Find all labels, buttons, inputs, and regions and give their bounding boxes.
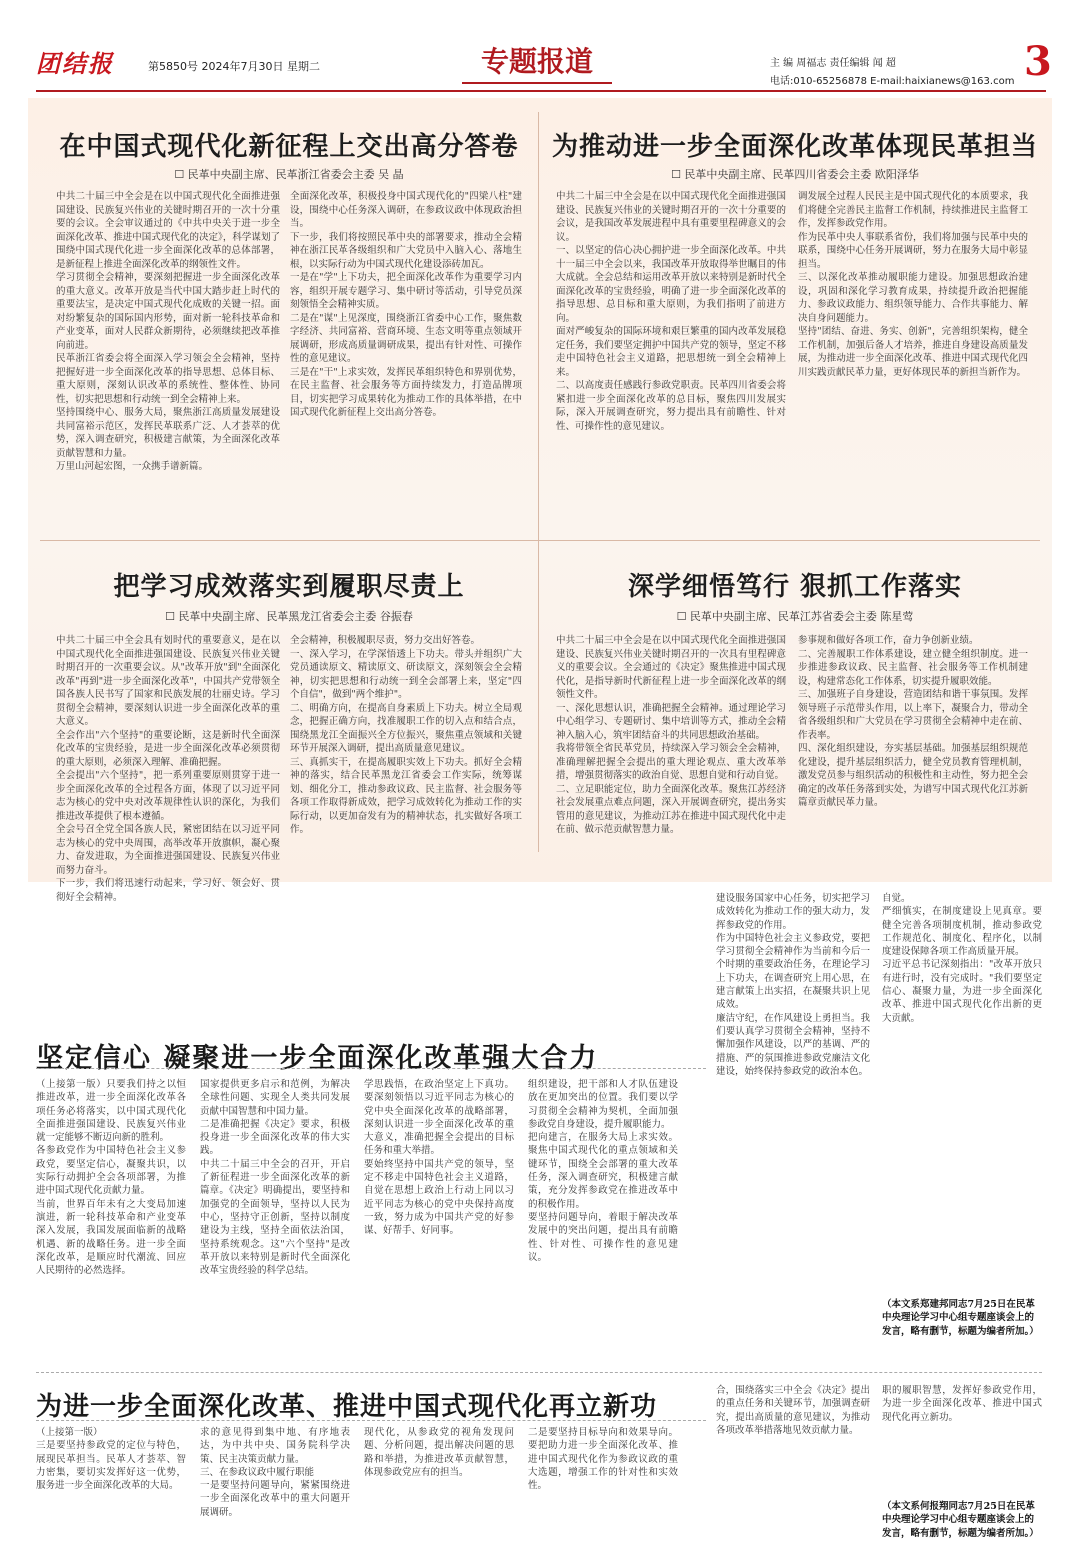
article-column: （上接第一版）只要我们持之以恒推进改革，进一步全面深化改革各项任务必将落实，以中国式现代化全面推进强国建设、民族复兴伟业就一定能够不断迈向新的胜利。 各参政党作为中国特色社会主义参政党，要坚定信心，凝聚共识，以实际行动拥护全会各项部署，为推进中国式现代化贡献力量。 当前，世界百年未有之大变局加速演进，新一轮科技革命和产业变革深入发展，我国发展面临新的战略机遇、新的战略任务。进一步全面深化改革，是顺应时代潮流、回应人民期待的必然选择。	[36, 1079, 186, 1277]
article-column: 职的履职智慧，发挥好参政党作用，为进一步全面深化改革、推进中国式现代化再立新功。	[882, 1385, 1042, 1423]
article-column: 调发展全过程人民民主是中国式现代化的本质要求，我们将健全完善民主监督工作机制，持续推进民主监督工作，发挥参政党作用。 作为民革中央人事联系省份，我们将加强与民革中央的联系，围绕中心任务开展调研，努力在服务大局中彰显担当。 三、以深化改革推动履职能力建设。加强思想政治建设，巩固和深化学习教育成果，持续提升政治把握能力、参政议政能力、组织领导能力、合作共事能力、解决自身问题能力。 坚持"团结、奋进、务实、创新"，完善组织架构，健全工作机制，加强后备人才培养，推进自身建设高质量发展，为推动进一步全面深化改革、推进中国式现代化四川实践贡献民革力量，更好体现民革的新担当新作为。	[798, 191, 1028, 378]
newspaper-logo: 团结报	[36, 49, 114, 78]
article-column: 中共二十届三中全会是在以中国式现代化全面推进强国建设、民族复兴伟业的关键时期召开的一次十分重要的会议。全会审议通过的《中共中央关于进一步全面深化改革、推进中国式现代化的决定》，科学谋划了围绕中国式现代化进一步全面深化改革的总体部署，是新征程上推进全面深化改革的纲领性文件。 学习贯彻全会精神，要深刻把握进一步全面深化改革的重大意义。改革开放是当代中国大踏步赶上时代的重要法宝，是决定中国式现代化成败的关键一招。面对纷繁复杂的国际国内形势，面对新一轮科技革命和产业变革，面对人民群众新期待，必须继续把改革推向前进。 民革浙江省委会将全面深入学习领会全会精神，坚持把握好进一步全面深化改革的指导思想、总体目标、重大原则，深刻认识改革的系统性、整体性、协同性，切实把思想和行动统一到全会精神上来。 坚持围绕中心、服务大局，聚焦浙江高质量发展建设共同富裕示范区，发挥民革联系广泛、人才荟萃的优势，深入调查研究，积极建言献策，为全面深化改革贡献智慧和力量。 万里山河起宏图，一众携手谱新篇。	[56, 191, 280, 472]
article-title: 为推动进一步全面深化改革体现民革担当	[551, 132, 1038, 162]
section-divider	[36, 1372, 1042, 1373]
article-byline: ☐ 民革中央副主席、民革浙江省委会主委 吴 晶	[174, 168, 404, 181]
article-column: 中共二十届三中全会是在以中国式现代化全面推进强国建设、民族复兴伟业关键时期召开的一次具有里程碑意义的重要会议。全会通过的《决定》聚焦推进中国式现代化，是指导新时代新征程上进一步全面深化改革的纲领性文件。 一、深化思想认识，准确把握全会精神。通过理论学习中心组学习、专题研讨、集中培训等方式，推动全会精神入脑入心，筑牢团结奋斗的共同思想政治基础。 我将带领全省民革党员，持续深入学习领会全会精神，准确理解把握全会提出的重大理论观点、重大改革举措，增强贯彻落实的政治自觉、思想自觉和行动自觉。 二、立足职能定位，助力全面深化改革。聚焦江苏经济社会发展重点难点问题，深入开展调查研究，提出务实管用的意见建议，为推动江苏在推进中国式现代化中走在前、做示范贡献智慧力量。	[556, 635, 786, 835]
article-column: 全面深化改革，积极投身中国式现代化的"四梁八柱"建设，围绕中心任务深入调研，在参政议政中体现政治担当。 下一步，我们将按照民革中央的部署要求，推动全会精神在浙江民革各级组织和广大党员中入脑入心、落地生根，以实际行动为中国式现代化建设添砖加瓦。 一是在"学"上下功夫，把全面深化改革作为重要学习内容，组织开展专题学习、集中研讨等活动，引导党员深刻领悟全会精神实质。 二是在"谋"上见深度，围绕浙江省委中心工作，聚焦数字经济、共同富裕、营商环境、生态文明等重点领域开展调研，形成高质量调研成果，提出有针对性、可操作性的意见建议。 三是在"干"上求实效，发挥民革组织特色和界别优势，在民主监督、社会服务等方面持续发力，打造品牌项目，切实把学习成果转化为推动工作的具体举措，在中国式现代化新征程上交出高分答卷。	[290, 191, 522, 418]
lower-article-title: 坚定信心 凝聚进一步全面深化改革强大合力	[36, 1043, 599, 1074]
article-title: 把学习成效落实到履职尽责上	[113, 572, 465, 602]
article-byline: ☐ 民革中央副主席、民革江苏省委会主委 陈星莺	[676, 610, 914, 623]
article-column: 中共二十届三中全会是在以中国式现代化全面推进强国建设、民族复兴伟业的关键时期召开的一次十分重要的会议，是我国改革发展进程中具有重要里程碑意义的会议。 一、以坚定的信心决心拥护进一步全面深化改革。中共十一届三中全会以来，我国改革开放取得举世瞩目的伟大成就。全会总结和运用改革开放以来特别是新时代全面深化改革的宝贵经验，明确了进一步全面深化改革的指导思想、总目标和重大原则，为我们指明了前进方向。 面对严峻复杂的国际环境和艰巨繁重的国内改革发展稳定任务，我们要坚定拥护中国共产党的领导，坚定不移走中国特色社会主义道路，把思想统一到全会精神上来。 二、以高度责任感践行参政党职责。民革四川省委会将紧扣进一步全面深化改革的总目标，聚焦四川发展实际，深入开展调查研究，努力提出具有前瞻性、针对性、可操作性的意见建议。	[556, 191, 786, 432]
article-column: 组织建设，把干部和人才队伍建设放在更加突出的位置。我们要以学习贯彻全会精神为契机，全面加强参政党自身建设，提升履职能力。 把向建言，在服务大局上求实效。聚焦中国式现代化的重点领域和关键环节，围绕全会部署的重大改革任务，深入调查研究，积极建言献策，充分发挥参政党在推进改革中的积极作用。 要坚持问题导向，着眼于解决改革发展中的突出问题，提出具有前瞻性、针对性、可操作性的意见建议。	[528, 1079, 678, 1263]
article-column: 自觉。 严细慎实，在制度建设上见真章。要健全完善各项制度机制，推动参政党工作规范化、制度化、程序化，以制度建设保障各项工作高质量开展。 习近平总书记深刻指出："改革开放只有进行时，没有完成时。"我们要坚定信心、凝聚力量，为进一步全面深化改革、推进中国式现代化作出新的更大贡献。	[882, 893, 1042, 1024]
article-byline: ☐ 民革中央副主席、民革黑龙江省委会主委 谷振春	[165, 610, 413, 623]
article-source-note: （本文系何报翔同志7月25日在民革中央理论学习中心组专题座谈会上的发言，略有删节，标题为编者所加。）	[882, 1501, 1039, 1539]
article-column: 参事规和做好各项工作，奋力争创新业绩。 二、完善履职工作体系建设，建立健全组织制度。进一步推进参政议政、民主监督、社会服务等工作机制建设，构建常态化工作体系，切实提升履职效能。 三、加强班子自身建设，营造团结和谐干事氛围。发挥领导班子示范带头作用，以上率下，凝聚合力，带动全省各级组织和广大党员在学习贯彻全会精神中走在前、作表率。 四、深化组织建设，夯实基层基础。加强基层组织规范化建设，提升基层组织活力，健全党员教育管理机制，激发党员参与组织活动的积极性和主动性，努力把全会确定的改革任务落到实处，为谱写中国式现代化江苏新篇章贡献民革力量。	[798, 635, 1028, 808]
article-column: 国家提供更多启示和范例，为解决全球性问题、实现全人类共同发展贡献中国智慧和中国力量。 二是准确把握《决定》要求，积极投身进一步全面深化改革的伟大实践。 中共二十届三中全会的召开，开启了新征程进一步全面深化改革的新篇章。《决定》明确提出，要坚持和加强党的全面领导，坚持以人民为中心，坚持守正创新，坚持以制度建设为主线，坚持全面依法治国，坚持系统观念。这"六个坚持"是改革开放以来特别是新时代全面深化改革宝贵经验的科学总结。	[200, 1079, 350, 1277]
article-column: 求的意见得到集中地、有序地表达，为中共中央、国务院科学决策、民主决策贡献力量。 三、在参政议政中履行职能 一是要坚持问题导向，紧紧围绕进一步全面深化改革中的重大问题开展调研。	[200, 1427, 350, 1518]
title-underline	[36, 1068, 706, 1069]
masthead-rule	[36, 90, 1046, 92]
article-title: 在中国式现代化新征程上交出高分答卷	[59, 132, 519, 162]
article-column: 全会精神，积极履职尽责，努力交出好答卷。 一、深入学习，在学深悟透上下功夫。带头并组织广大党员通读原文、精读原文、研读原文，深刻领会全会精神，切实把思想和行动统一到全会部署上来，坚定"四个自信"，做到"两个维护"。 二、明确方向，在提高自身素质上下功夫。树立全局观念，把握正确方向，找准履职工作的切入点和结合点，围绕黑龙江全面振兴全方位振兴，聚焦重点领域和关键环节开展深入调研，提出高质量意见建议。 三、真抓实干，在提高履职实效上下功夫。抓好全会精神的落实，结合民革黑龙江省委会工作实际，统筹谋划、细化分工，推动参政议政、民主监督、社会服务等各项工作取得新成效，把学习成效转化为推动工作的实际行动，以更加奋发有为的精神状态，扎实做好各项工作。	[290, 635, 522, 835]
page-number: 3	[1024, 38, 1052, 85]
article-column: 现代化，从参政党的视角发现问题、分析问题，提出解决问题的思路和举措，为推进改革贡献智慧，体现参政党应有的担当。	[364, 1427, 514, 1478]
masthead	[0, 0, 1080, 92]
article-source-note: （本文系郑建邦同志7月25日在民革中央理论学习中心组专题座谈会上的发言，略有删节，标题为编者所加。）	[882, 1299, 1039, 1337]
issue-info: 第5850号 2024年7月30日 星期二	[148, 60, 320, 73]
section-title: 专题报道	[462, 40, 612, 84]
article-column: 合，围绕落实三中全会《决定》提出的重点任务和关键环节，加强调查研究，提出高质量的意见建议，为推动各项改革举措落地见效贡献力量。	[716, 1385, 870, 1436]
feature-horizontal-divider	[40, 540, 1040, 541]
lower-article-title: 为进一步全面深化改革、推进中国式现代化再立新功	[36, 1392, 658, 1422]
article-column: 二是要坚持目标导向和效果导向。要把助力进一步全面深化改革、推进中国式现代化作为参政议政的重大选题，增强工作的针对性和实效性。	[528, 1427, 678, 1492]
article-byline: ☐ 民革中央副主席、民革四川省委会主委 欧阳泽华	[671, 168, 919, 181]
article-title: 深学细悟笃行 狠抓工作落实	[627, 572, 963, 602]
article-column: 学思践悟，在政治坚定上下真功。要深刻领悟以习近平同志为核心的党中央全面深化改革的战略部署，深刻认识进一步全面深化改革的重大意义，准确把握全会提出的目标任务和重大举措。 要始终坚持中国共产党的领导，坚定不移走中国特色社会主义道路，自觉在思想上政治上行动上同以习近平同志为核心的党中央保持高度一致，努力成为中国共产党的好参谋、好帮手、好同事。	[364, 1079, 514, 1237]
contact-info: 电话:010-65256878 E-mail:haixianews@163.com	[770, 76, 1015, 87]
title-underline	[36, 1420, 706, 1421]
article-column: （上接第一版） 三是要坚持参政党的定位与特色，展现民革担当。民革人才荟萃、智力密集，要切实发挥好这一优势，服务进一步全面深化改革的大局。	[36, 1427, 186, 1492]
article-column: 建设服务国家中心任务，切实把学习成效转化为推动工作的强大动力，发挥参政党的作用。 作为中国特色社会主义参政党，要把学习贯彻全会精神作为当前和今后一个时期的重要政治任务，在理论学习上下功夫，在调查研究上用心思，在建言献策上出实招，在凝聚共识上见成效。 廉洁守纪，在作风建设上勇担当。我们要认真学习贯彻全会精神，坚持不懈加强作风建设，以严的基调、严的措施、严的氛围推进参政党廉洁文化建设，始终保持参政党的政治本色。	[716, 893, 870, 1077]
article-column: 中共二十届三中全会具有划时代的重要意义，是在以中国式现代化全面推进强国建设、民族复兴伟业关键时期召开的一次重要会议。从"改革开放"到"全面深化改革"再到"进一步全面深化改革"，中国共产党带领全国各族人民书写了国家和民族发展的壮丽史诗。学习贯彻全会精神，要深刻认识进一步全面深化改革的重大意义。 全会作出"六个坚持"的重要论断，这是新时代全面深化改革的宝贵经验，是进一步全面深化改革必须贯彻的重大原则，必须深入理解、准确把握。 全会提出"六个坚持"，把一系列重要原则贯穿于进一步全面深化改革的全过程各方面，体现了以习近平同志为核心的党中央对改革规律性认识的深化，为我们推进改革提供了根本遵循。 全会号召全党全国各族人民，紧密团结在以习近平同志为核心的党中央周围，高举改革开放旗帜，凝心聚力、奋发进取，为全面推进强国建设、民族复兴伟业而努力奋斗。 下一步，我们将迅速行动起来，学习好、领会好、贯彻好全会精神。	[56, 635, 280, 903]
editors-info: 主 编 周福志 责任编辑 闻 超	[770, 58, 896, 69]
feature-vertical-divider	[538, 112, 539, 852]
